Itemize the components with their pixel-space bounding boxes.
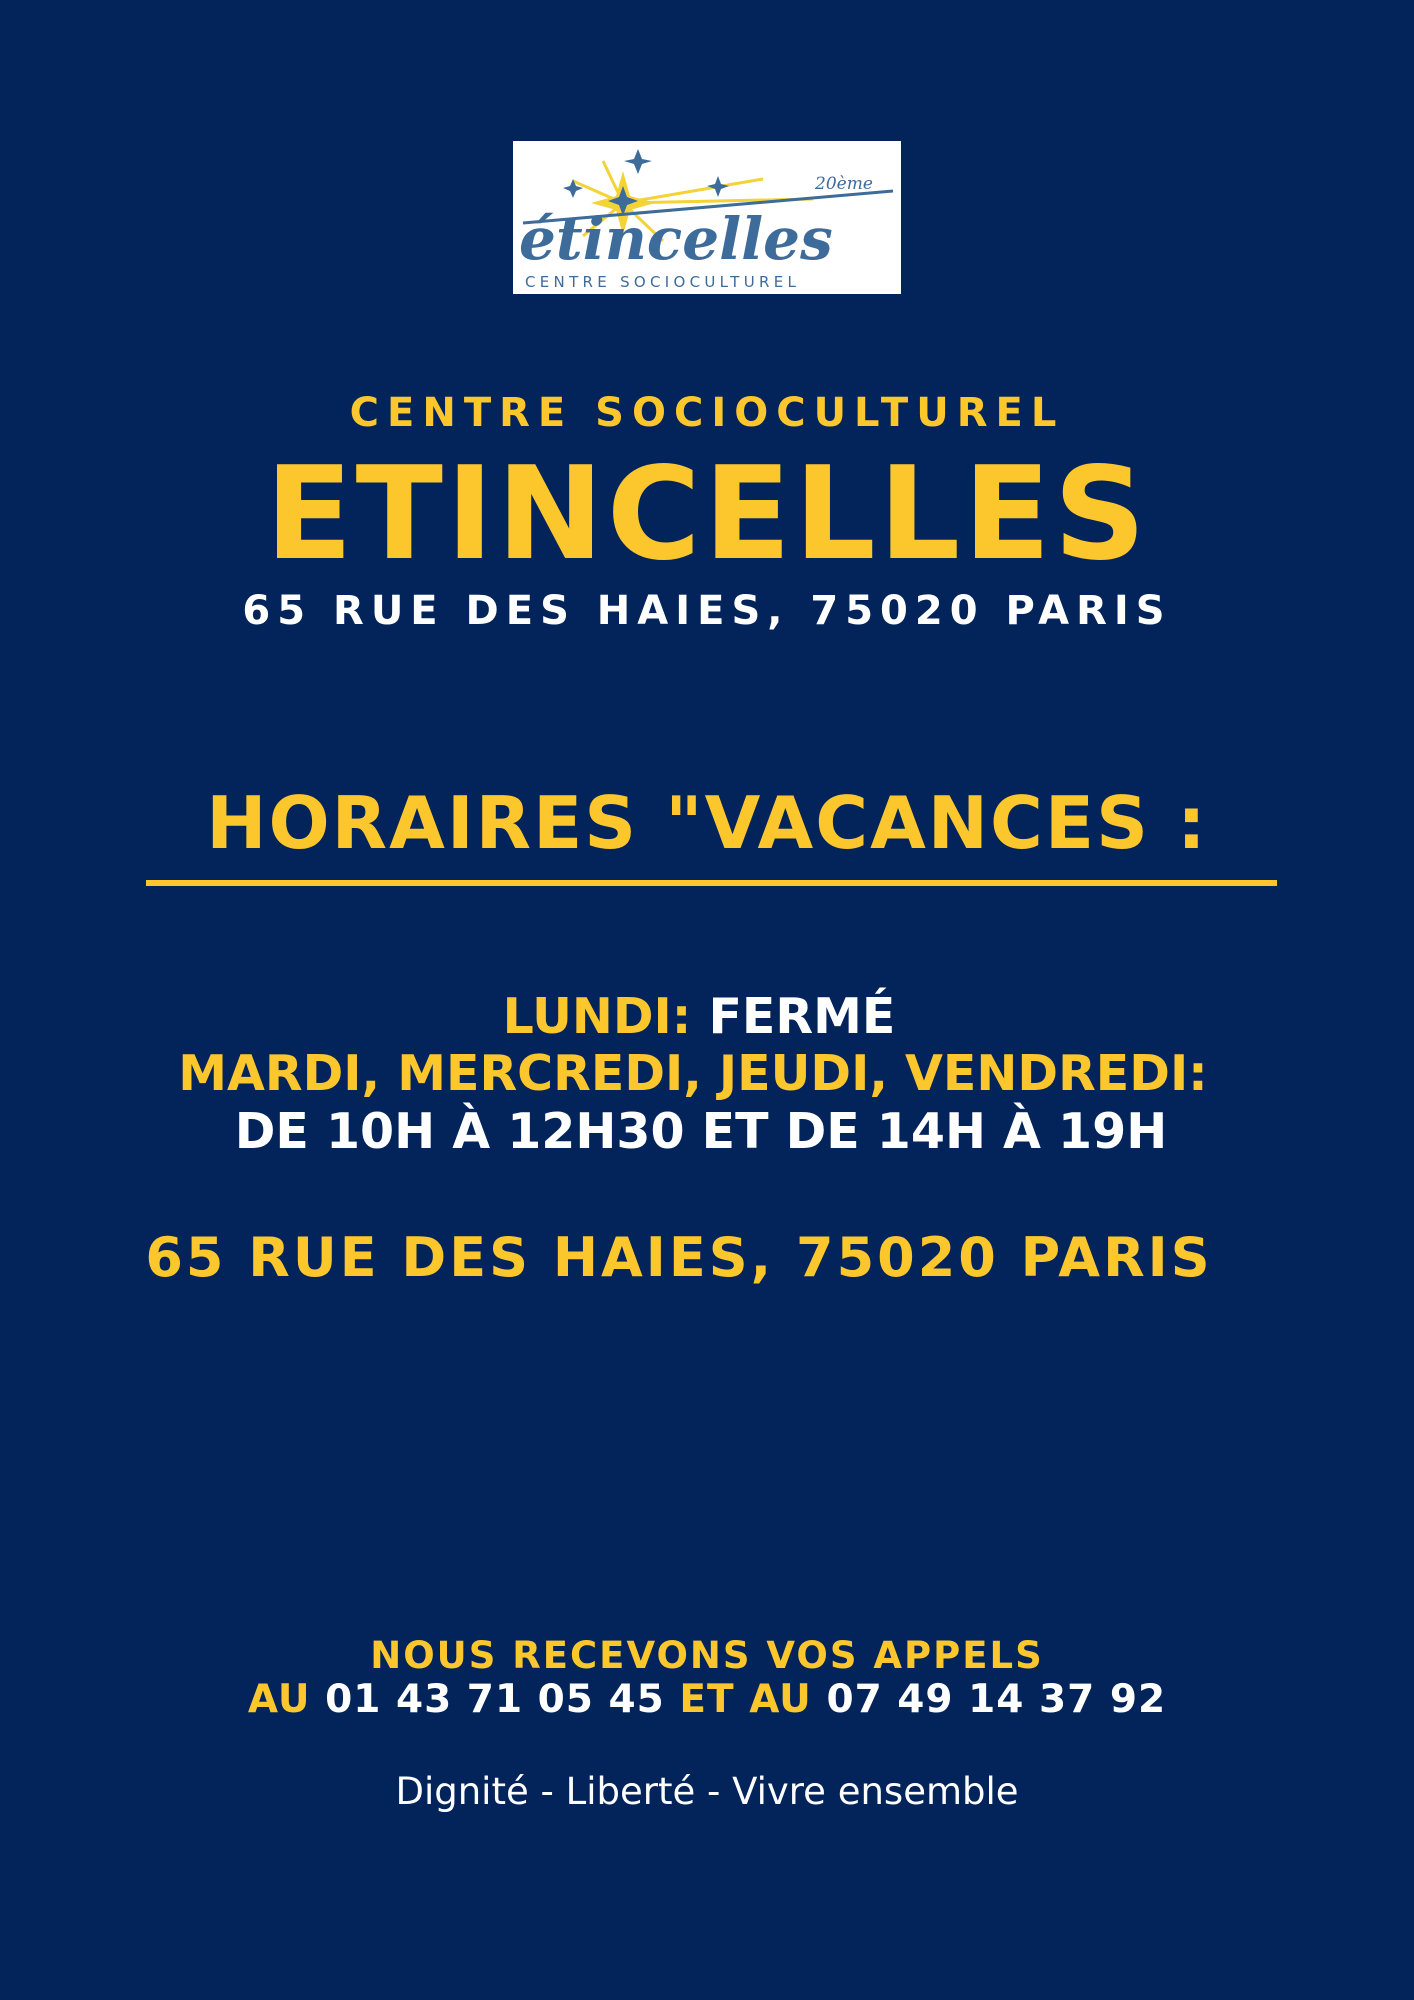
- heading-divider: [146, 880, 1277, 886]
- page-title: ETINCELLES: [265, 440, 1149, 589]
- weekdays-value: DE 10H À 12H30 ET DE 14H À 19H: [234, 1103, 1168, 1160]
- monday-label: LUNDI:: [502, 988, 692, 1045]
- monday-value: FERMÉ: [708, 988, 896, 1045]
- logo: [513, 141, 901, 294]
- motto: Dignité - Liberté - Vivre ensemble: [395, 1770, 1019, 1813]
- header-subtitle: CENTRE SOCIOCULTUREL: [349, 390, 1065, 436]
- contact-connector: ET AU: [679, 1677, 812, 1722]
- phone-number-1: 01 43 71 05 45: [325, 1677, 665, 1722]
- sparkle-logo-icon: [513, 141, 901, 294]
- schedule-monday: [0, 988, 1406, 1046]
- address-bottom: 65 RUE DES HAIES, 75020 PARIS: [145, 1226, 1213, 1289]
- logo-brand-text: étincelles: [519, 205, 833, 273]
- contact-line-1: NOUS RECEVONS VOS APPELS: [370, 1634, 1044, 1677]
- logo-tagline-text: CENTRE SOCIOCULTUREL: [525, 273, 801, 291]
- logo-edition-text: 20ème: [815, 174, 873, 194]
- hours-heading: HORAIRES "VACANCES :: [206, 781, 1208, 865]
- weekdays-label: MARDI, MERCREDI, JEUDI, VENDREDI:: [178, 1045, 1208, 1102]
- phone-number-2: 07 49 14 37 92: [826, 1677, 1167, 1722]
- contact-prefix: AU: [247, 1677, 311, 1722]
- header-address: 65 RUE DES HAIES, 75020 PARIS: [242, 588, 1172, 634]
- contact-line-2: [0, 1676, 1414, 1724]
